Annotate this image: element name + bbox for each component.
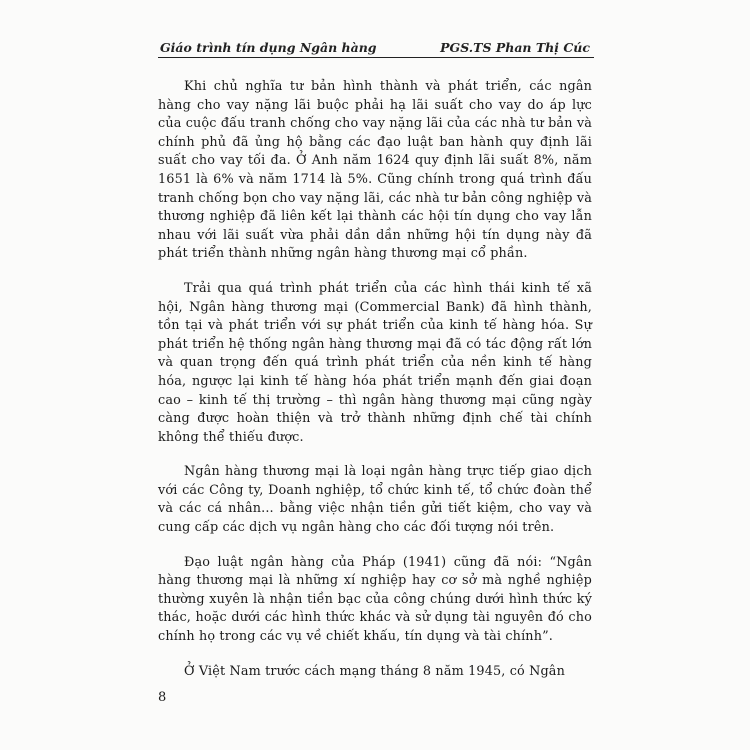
page-number: 8 bbox=[158, 690, 167, 705]
page-body bbox=[158, 78, 592, 697]
paragraph-4: Đạo luật ngân hàng của Pháp (1941) cũng đã nói: “Ngân hàng thương mại là những xí nghiệp hay cơ sở mà nghề nghiệp thường xuyên là nhận tiền bạc của công chúng dưới hình thức ký thác, hoặc dưới các hình thức khác và sử dụng tài nguyên đó cho chính họ trong các vụ về chiết khấu, tín dụng và tài chính”. bbox=[158, 554, 592, 645]
header-rule bbox=[158, 57, 594, 58]
header-book-title: Giáo trình tín dụng Ngân hàng bbox=[160, 40, 377, 55]
paragraph-3: Ngân hàng thương mại là loại ngân hàng trực tiếp giao dịch với các Công ty, Doanh nghiệp, tổ chức kinh tế, tổ chức đoàn thể và các cá nhân... bằng việc nhận tiền gửi tiết kiệm, cho vay và cung cấp các dịch vụ ngân hàng cho các đối tượng nói trên. bbox=[158, 464, 592, 536]
paragraph-1: Khi chủ nghĩa tư bản hình thành và phát triển, các ngân hàng cho vay nặng lãi buộc phải hạ lãi suất cho vay do áp lực của cuộc đấu tranh chống cho vay nặng lãi của các nhà tư bản và chính phủ đã ủng hộ bằng các đạo luật ban hành quy định lãi suất cho vay tối đa. Ở Anh năm 1624 quy định lãi suất 8%, năm 1651 là 6% và năm 1714 là 5%. Cũng chính trong quá trình đấu tranh chống bọn cho vay nặng lãi, các nhà tư bản công nghiệp và thương nghiệp đã liên kết lại thành các hội tín dụng cho vay lẫn nhau với lãi suất vừa phải dần dần những hội tín dụng này đã phát triển thành những ngân hàng thương mại cổ phần. bbox=[158, 79, 592, 262]
paragraph-2: Trải qua quá trình phát triển của các hình thái kinh tế xã hội, Ngân hàng thương mại (Commercial Bank) đã hình thành, tồn tại và phát triển với sự phát triển của kinh tế hàng hóa. Sự phát triển hệ thống ngân hàng thương mại đã có tác động rất lớn và quan trọng đến quá trình phát triển của nền kinh tế hàng hóa, ngược lại kinh tế hàng hóa phát triển mạnh đến giai đoạn cao – kinh tế thị trường – thì ngân hàng thương mại cũng ngày càng được hoàn thiện và trở thành những định chế tài chính không thể thiếu được. bbox=[158, 280, 592, 445]
running-header bbox=[160, 40, 590, 58]
paragraph-5: Ở Việt Nam trước cách mạng tháng 8 năm 1945, có Ngân bbox=[184, 663, 565, 679]
header-author: PGS.TS Phan Thị Cúc bbox=[440, 40, 590, 55]
